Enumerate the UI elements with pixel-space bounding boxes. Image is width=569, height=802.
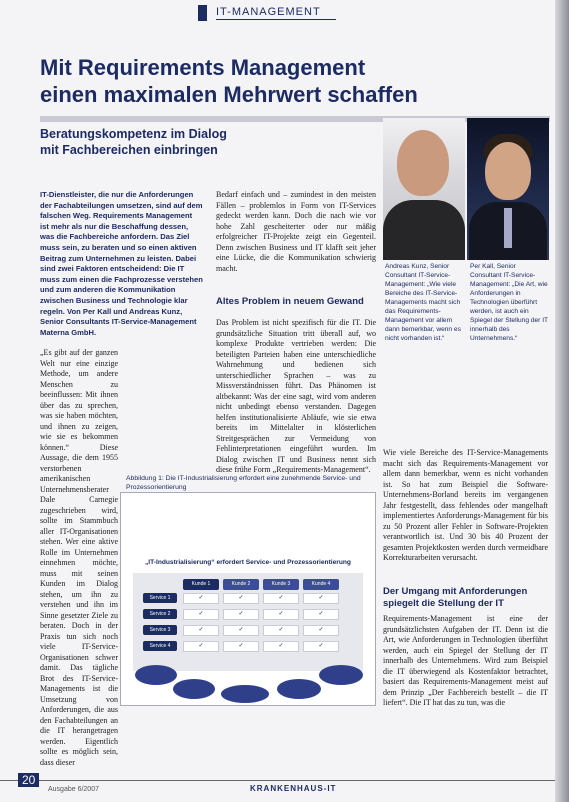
portrait-per-kall xyxy=(467,118,549,260)
portrait-head xyxy=(485,142,531,200)
section-label: IT-MANAGEMENT xyxy=(216,6,321,18)
column-2-body-1: Bedarf einfach und – zumindest in den meisten Fällen – problemlos in Form von IT-Services gedeckt werden kann. Doch die nach wie vor hohe Zahl gescheiterter oder nur mäßig erfolgreicher IT-Projekte zeigt ein Gegenteil. Denn zwischen Business und IT klafft seit jeher eine Lücke, die die Kommunikation schwierig macht. xyxy=(216,190,376,273)
matrix-cell: ✓ xyxy=(183,625,219,636)
process-bubble xyxy=(277,679,321,699)
headline-line-1: Mit Requirements Management xyxy=(40,55,366,80)
matrix-header-4: Kunde 4 xyxy=(303,579,339,590)
page-edge-shadow xyxy=(555,0,569,802)
column-2-heading: Altes Problem in neuem Gewand xyxy=(216,296,364,307)
matrix-header-2: Kunde 2 xyxy=(223,579,259,590)
matrix-cell: ✓ xyxy=(223,625,259,636)
column-2-body-2: Das Problem ist nicht spezifisch für die IT. Die grundsätzliche Situation tritt überall auf, wo komplexe Produkte vertrieben werden: Die beteiligten Parteien haben eine unterschiedliche Wahrnehmung und bedienen sich unterschiedlicher Sprachen – was zu Missverständnissen führt. Das Phänomen ist altbekannt: Was der eine sagt, wird vom anderen nicht unbedingt ebenso verstanden. Dagegen helfen institutionalisierte Abläufe, wie sie etwa bereits im Mittelalter in klösterlichen Streitgesprächen zur Vermeidung von Fehlinterpretationen eingeführt wurden. Im Dialog zwischen IT und Business nennt sich diese frühe Form „Requirements-Management“. xyxy=(216,318,376,474)
matrix-cell: ✓ xyxy=(223,593,259,604)
portrait-tie xyxy=(504,208,512,248)
footer-rule xyxy=(0,780,569,781)
figure-title: „IT-Industrialisierung“ erfordert Service- und Prozessorientierung xyxy=(145,559,351,566)
matrix-cell: ✓ xyxy=(263,593,299,604)
matrix-cell: ✓ xyxy=(303,641,339,652)
headline-line-2: einen maximalen Mehrwert schaffen xyxy=(40,82,418,107)
process-bubble xyxy=(319,665,363,685)
article-headline xyxy=(40,54,520,108)
process-bubble xyxy=(135,665,177,685)
matrix-cell: ✓ xyxy=(303,593,339,604)
subhead-line-2: mit Fachbereichen einbringen xyxy=(40,143,218,157)
subhead-line-1: Beratungskompetenz im Dialog xyxy=(40,127,227,141)
matrix-row-2: Service 2 xyxy=(143,609,177,619)
page-number: 20 xyxy=(18,773,39,787)
matrix-cell: ✓ xyxy=(183,609,219,620)
matrix-cell: ✓ xyxy=(183,593,219,604)
matrix-cell: ✓ xyxy=(223,609,259,620)
portrait-andreas-kunz xyxy=(383,118,465,260)
figure-diagram xyxy=(120,492,376,706)
section-marker xyxy=(198,5,207,21)
matrix-row-3: Service 3 xyxy=(143,625,177,635)
matrix-cell: ✓ xyxy=(223,641,259,652)
section-rule xyxy=(216,19,336,20)
matrix-cell: ✓ xyxy=(303,609,339,620)
figure-caption: Abbildung 1: Die IT-Industrialisierung erfordert eine zunehmende Service- und Prozessorientierung xyxy=(126,475,361,491)
matrix-row-4: Service 4 xyxy=(143,641,177,651)
matrix-cell: ✓ xyxy=(263,641,299,652)
article-subhead xyxy=(40,126,340,158)
issue-label: Ausgabe 6/2007 xyxy=(48,786,99,793)
portrait-head xyxy=(397,130,449,196)
matrix-row-1: Service 1 xyxy=(143,593,177,603)
process-bubble xyxy=(221,685,269,703)
matrix-cell: ✓ xyxy=(263,625,299,636)
matrix-header-3: Kunde 3 xyxy=(263,579,299,590)
photo-caption-kunz: Andreas Kunz, Senior Consultant IT-Service-Management: „Wie viele Bereiche des IT-Service-Managements macht sich das Requirements-Management vor allem dann bemerkbar, wenn es nicht vorhanden ist.“ xyxy=(385,263,461,342)
matrix-cell: ✓ xyxy=(183,641,219,652)
matrix-cell: ✓ xyxy=(263,609,299,620)
column-3-body-1: Wie viele Bereiche des IT-Service-Managements macht sich das Requirements-Management vor allem dann bemerkbar, wenn es nicht vorhanden ist. So hat zum Beispiel die Software-Unternehmens-Borland bereits im vergangenen Jahr festgestellt, dass fehlendes oder mangelhaft implementiertes Anforderungs-Management für bis zu 50 Prozent aller Fehler in Software-Projekten verantwortlich ist. Und 30 bis 40 Prozent der gesamten Projektkosten werden durch vermeidbare Korrekturarbeiten verursacht. xyxy=(383,448,548,562)
matrix-cell: ✓ xyxy=(303,625,339,636)
column-1-body: „Es gibt auf der ganzen Welt nur eine einzige Methode, um andere Menschen zu beeinflussen: Mit ihnen über das zu sprechen, was sie haben möchten, und ihnen zu zeigen, wie sie es bekommen können.“ Diese Aussage, die dem 1955 verstorbenen amerikanischen Unternehmensberater Dale Carnegie zugeschrieben wird, sollte im Stammbuch aller IT-Organisationen stehen. Wer eine aktive Rolle im Unternehmen einnehmen möchte, muss mit seinen Kunden im Dialog stehen, um ihn zu verstehen und ihn im Sinne gesetzter Ziele zu beraten. Doch in der Praxis tun sich noch viele IT-Service-Organisationen schwer damit. Das tägliche Brot des IT-Service-Managements ist die Umsetzung von Anforderungen, die aus den Fachabteilungen an die IT herangetragen werden. Eigentlich sollte es möglich sein, dass dieser xyxy=(40,348,118,767)
column-3-body-2: Requirements-Management ist eine der grundsätzlichsten Aufgaben der IT. Denn ist die Art, wie Anforderungen in Technologien überführt werden, auch ein Spiegel der Stellung der IT innerhalb des Unternehmens. Wird zum Beispiel die IT überwiegend als Kostenfaktor betrachtet, basiert das Requirements-Management meist auf dem Prinzip „Der Fachbereich bestellt – die IT liefert“. Die IT hat das zu tun, was die xyxy=(383,614,548,707)
column-3-heading: Der Umgang mit Anforderungen spiegelt die Stellung der IT xyxy=(383,586,528,609)
process-bubble xyxy=(173,679,215,699)
matrix-header-1: Kunde 1 xyxy=(183,579,219,590)
portrait-body xyxy=(383,200,465,260)
article-lead: IT-Dienstleister, die nur die Anforderungen der Fachabteilungen umsetzen, sind auf dem falschen Weg. Requirements Management ist mehr als nur die Beschaffung dessen, was die Fachbereiche anfordern. Das Ziel muss sein, zu beraten und so einen aktiven Beitrag zum Unternehmen zu leisten. Dabei sind zwei Faktoren entscheidend: Die IT muss zum einen die Fachprozesse verstehen und zum anderen die Kommunikation zwischen Business und Technologie klar regeln. Von Per Kall und Andreas Kunz, Senior Consultants IT-Service-Management Materna GmbH. xyxy=(40,190,203,337)
magazine-brand: KRANKENHAUS-IT xyxy=(250,784,337,793)
photo-caption-kall: Per Kall, Senior Consultant IT-Service-Management: „Die Art, wie Anforderungen in Technologien überführt werden, ist auch ein Spiegel der Stellung der IT innerhalb des Unternehmens.“ xyxy=(470,263,548,342)
service-matrix xyxy=(133,573,363,671)
